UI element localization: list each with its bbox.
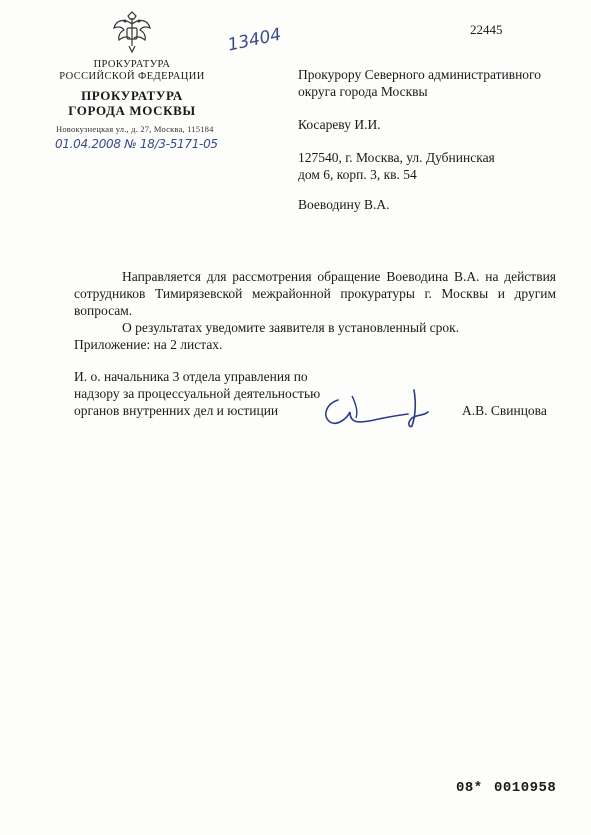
org-name-line3: ПРОКУРАТУРА — [81, 88, 183, 103]
second-recipient-name: Воеводину В.А. — [298, 197, 390, 212]
coat-of-arms-emblem — [110, 10, 154, 54]
signer-title-line2: надзору за процессуальной деятельностью — [74, 386, 321, 401]
serial-number: 0010958 — [494, 780, 557, 796]
signer-title-line1: И. о. начальника 3 отдела управления по — [74, 369, 308, 384]
recipient-address-line1: 127540, г. Москва, ул. Дубнинская — [298, 150, 495, 165]
org-name-line1: ПРОКУРАТУРА — [93, 59, 171, 70]
serial-prefix: 08* — [456, 780, 483, 796]
org-name-line2: РОССИЙСКОЙ ФЕДЕРАЦИИ — [59, 71, 205, 82]
handwritten-registration-number: 13404 — [226, 24, 284, 56]
signer-title-line3: органов внутренних дел и юстиции — [74, 403, 279, 418]
body-paragraph-1: Направляется для рассмотрения обращение Воеводина В.А. на действия сотрудников Тимирязевской межрайонной прокуратуры г. Москвы и другим вопросам. — [74, 269, 556, 318]
recipient-line1: Прокурору Северного административного — [298, 67, 542, 82]
signer-name: А.В. Свинцова — [462, 403, 547, 418]
recipient-name: Косареву И.И. — [298, 117, 381, 132]
recipient-line2: округа города Москвы — [298, 84, 428, 99]
recipient-address-line2: дом 6, корп. 3, кв. 54 — [298, 167, 417, 182]
attachment-line: Приложение: на 2 листах. — [74, 337, 223, 352]
handwritten-date-number: 01.04.2008 № 18/3-5171-05 — [55, 137, 218, 151]
document-number: 22445 — [470, 22, 503, 37]
org-name-line4: ГОРОДА МОСКВЫ — [68, 103, 196, 118]
body-paragraph-2: О результатах уведомите заявителя в установленный срок. — [122, 320, 460, 335]
handwritten-signature — [316, 382, 436, 432]
org-address: Новокузнецкая ул., д. 27, Москва, 115184 — [56, 124, 214, 134]
